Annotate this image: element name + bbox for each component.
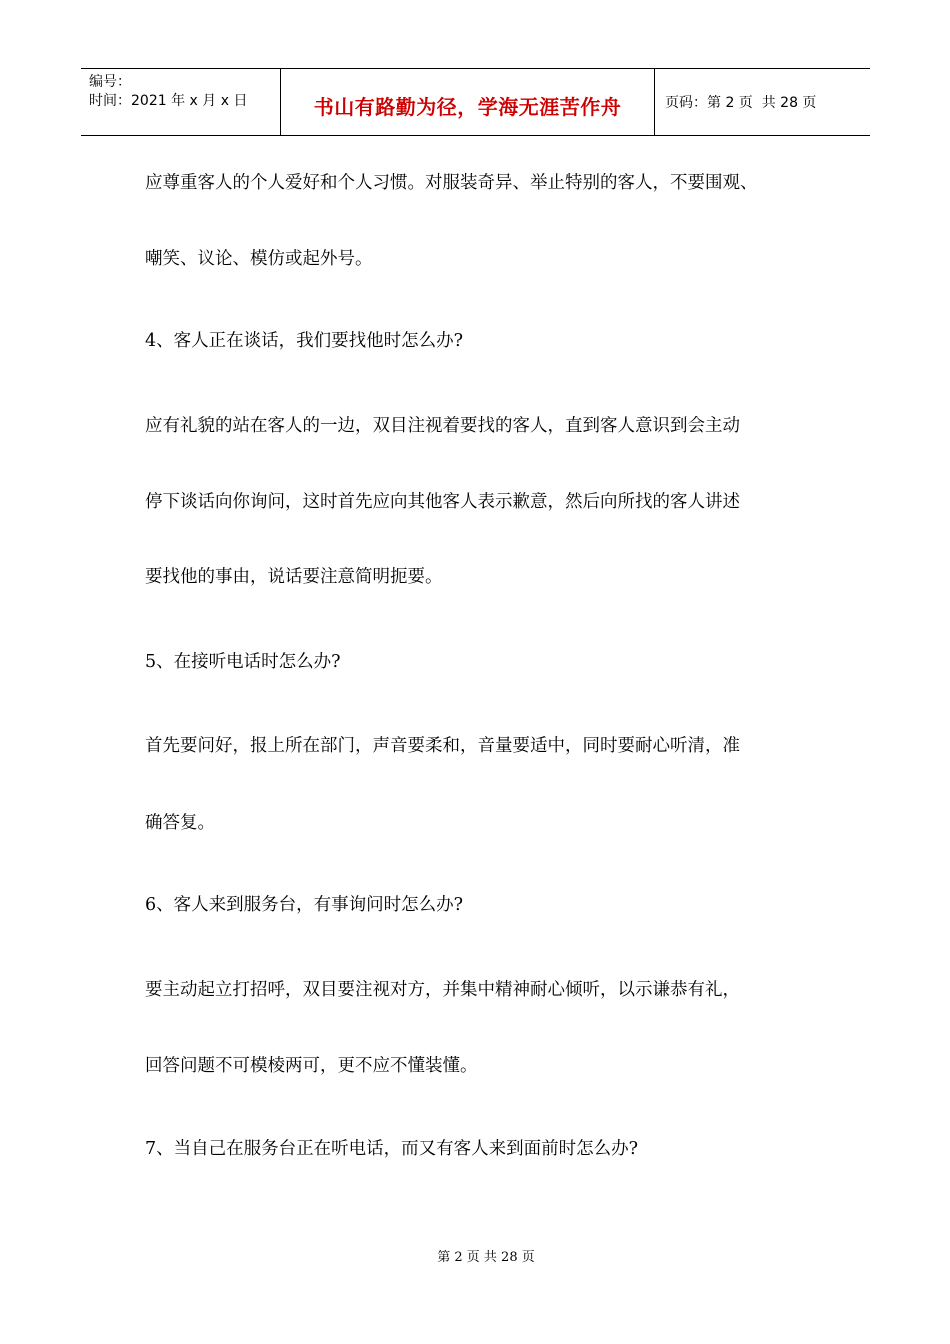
serial-number-label: 编号： — [89, 74, 131, 90]
paragraph-line: 回答问题不可模棱两可，更不应不懂装懂。 — [145, 1056, 478, 1076]
paragraph-line: 应尊重客人的个人爱好和个人习惯。对服装奇异、举止特别的客人，不要围观、 — [145, 173, 758, 193]
paragraph-line: 确答复。 — [145, 813, 215, 833]
page-number-label: 页码：第 2 页 共 28 页 — [665, 95, 817, 111]
question-heading: 5、在接听电话时怎么办? — [145, 652, 341, 672]
document-header — [81, 68, 870, 136]
motto-text: 书山有路勤为径，学海无涯苦作舟 — [313, 94, 622, 119]
paragraph-line: 停下谈话向你询问，这时首先应向其他客人表示歉意，然后向所找的客人讲述 — [145, 492, 740, 512]
paragraph-line: 要找他的事由，说话要注意简明扼要。 — [145, 567, 443, 587]
paragraph-line: 嘲笑、议论、模仿或起外号。 — [145, 249, 373, 269]
header-page-cell — [655, 69, 870, 135]
question-heading: 7、当自己在服务台正在听电话，而又有客人来到面前时怎么办? — [145, 1139, 639, 1159]
header-meta-cell — [81, 69, 281, 135]
header-motto-cell — [281, 69, 655, 135]
paragraph-line: 要主动起立打招呼，双目要注视对方，并集中精神耐心倾听，以示谦恭有礼， — [145, 980, 740, 1000]
page-footer: 第 2 页 共 28 页 — [437, 1250, 535, 1265]
paragraph-line: 首先要问好，报上所在部门，声音要柔和，音量要适中，同时要耐心听清，准 — [145, 736, 740, 756]
question-heading: 4、客人正在谈话，我们要找他时怎么办? — [145, 331, 464, 351]
question-heading: 6、客人来到服务台，有事询问时怎么办? — [145, 895, 464, 915]
paragraph-line: 应有礼貌的站在客人的一边，双目注视着要找的客人，直到客人意识到会主动 — [145, 416, 740, 436]
date-label: 时间：2021 年 x 月 x 日 — [89, 93, 248, 109]
